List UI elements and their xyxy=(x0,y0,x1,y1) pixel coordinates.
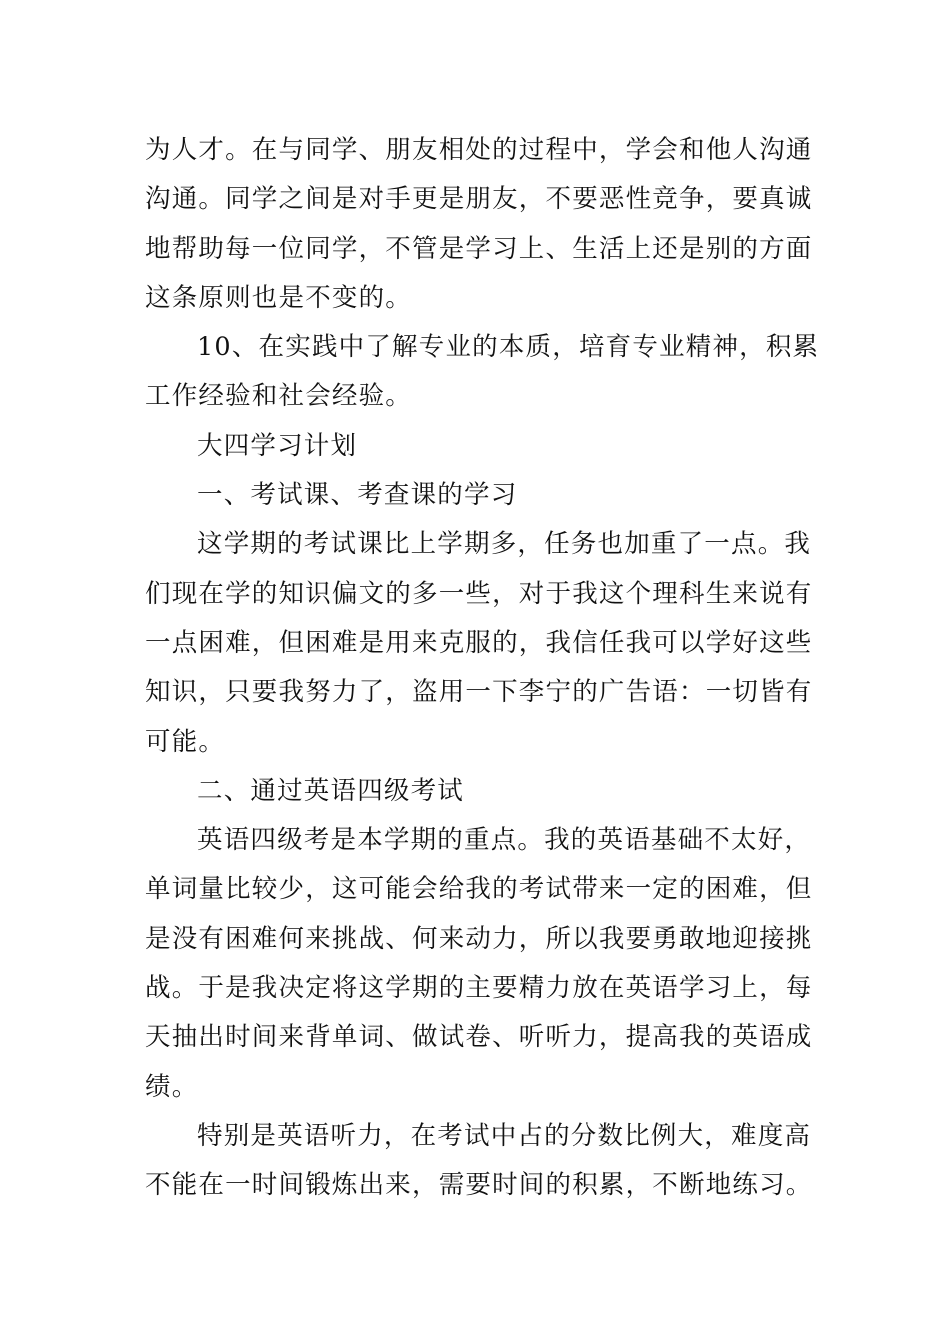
text-line: 天抽出时间来背单词、做试卷、听听力，提高我的英语成 xyxy=(145,1022,813,1053)
heading-text: 二、通过英语四级考试 xyxy=(197,775,465,806)
text-line: 战。于是我决定将这学期的主要精力放在英语学习上，每 xyxy=(145,973,813,1004)
section-heading-cet4 xyxy=(145,767,810,816)
text-line: 不能在一时间锻炼出来，需要时间的积累，不断地练习。 xyxy=(145,1170,813,1201)
text-line: 是没有困难何来挑战、何来动力，所以我要勇敢地迎接挑 xyxy=(145,923,813,954)
paragraph-cet4 xyxy=(145,816,813,1112)
text-line: 地帮助每一位同学，不管是学习上、生活上还是别的方面 xyxy=(145,233,813,264)
text-line: 为人才。在与同学、朋友相处的过程中，学会和他人沟通 xyxy=(145,135,813,165)
paragraph-listening xyxy=(145,1112,813,1211)
text-line: 们现在学的知识偏文的多一些，对于我这个理科生来说有 xyxy=(145,578,813,609)
text-line: 工作经验和社会经验。 xyxy=(145,381,413,412)
section-heading-courses xyxy=(145,471,810,520)
text-line: 可能。 xyxy=(145,726,226,757)
text-line: 这条原则也是不变的。 xyxy=(145,282,413,313)
text-line: 特别是英语听力，在考试中占的分数比例大，难度高 xyxy=(197,1120,812,1151)
heading-text: 一、考试课、考查课的学习 xyxy=(197,480,518,511)
text-line: 单词量比较少，这可能会给我的考试带来一定的困难，但 xyxy=(145,874,813,905)
heading-text: 大四学习计划 xyxy=(197,430,358,461)
document-body xyxy=(145,126,820,1211)
text-line: 知识，只要我努力了，盗用一下李宁的广告语：一切皆有 xyxy=(145,677,813,708)
section-heading-senior-plan xyxy=(145,422,810,471)
text-line: 沟通。同学之间是对手更是朋友，不要恶性竞争，要真诚 xyxy=(145,184,813,215)
text-line: 这学期的考试课比上学期多，任务也加重了一点。我 xyxy=(197,529,812,560)
paragraph-2 xyxy=(145,323,820,422)
text-line: 绩。 xyxy=(145,1071,199,1102)
text-line: 10、在实践中了解专业的本质，培育专业精神，积累 xyxy=(197,332,820,363)
text-line: 一点困难，但困难是用来克服的，我信任我可以学好这些 xyxy=(145,627,813,658)
paragraph-1 xyxy=(145,126,813,323)
paragraph-courses xyxy=(145,520,813,766)
text-line: 英语四级考是本学期的重点。我的英语基础不太好， xyxy=(197,825,812,856)
